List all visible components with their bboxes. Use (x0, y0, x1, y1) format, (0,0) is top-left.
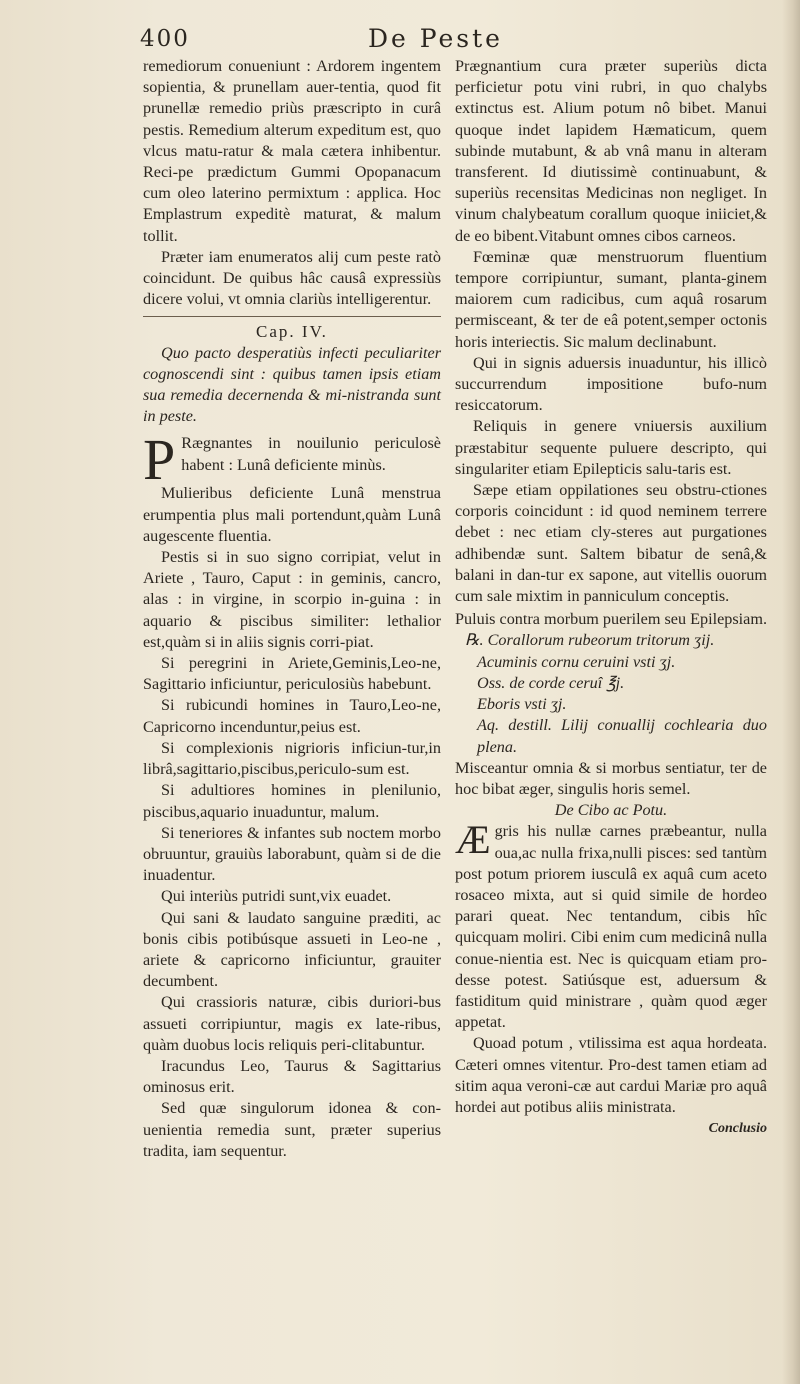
left-column (143, 56, 441, 1162)
paragraph: Misceantur omnia & si morbus sentiatur, ter de hoc bibat æger, singulis horis semel. (455, 758, 767, 798)
chapter-subtitle: Quo pacto desperatiùs infecti peculiariter cognoscendi sint : quibus tamen ipsis etiam sua remedia decernenda & mi-nistranda sunt in peste. (143, 343, 441, 426)
recipe-title: Puluis contra morbum puerilem seu Epilepsiam. (455, 610, 768, 629)
section-opening (455, 817, 767, 1033)
recipe-line: Oss. de corde ceruî ℥j. (477, 673, 625, 692)
drop-cap: Æ (455, 817, 491, 863)
recipe-line: Acuminis cornu ceruini vsti ʒj. (477, 652, 676, 671)
recipe-line: Eboris vsti ʒj. (477, 695, 567, 714)
paragraph: Si teneriores & infantes sub noctem morbo obruuntur, grauiùs laborabunt, quàm si de die inuadentur. (143, 823, 441, 885)
running-title: De Peste (368, 24, 503, 53)
chapter-rule (143, 316, 441, 317)
paragraph: gris his nullæ carnes præbeantur, nulla oua,ac nulla frixa,nulli pisces: sed tantùm post potum priorem iusculâ ex aquâ cum aceto rosaceo mixta, aut si quid simile de hordeo parari queat. Nec tentandum, cibis hîc quicquam moliri. Cibi enim cum medicinâ nulla conue-nientia est. Nec is quicquam etiam pro-desse potest. Satiúsque est, aduersum & fastiditum quid ministrare , quàm quod æger appetat. (455, 822, 767, 1032)
paragraph: Quoad potum , vtilissima est aqua hordeata. Cæteri omnes vitentur. Pro-dest tamen etiam ad sitim aqua veroni-cæ aut cardui Mariæ pro aquâ hordei aut potibus aliis ministrata. (455, 1034, 767, 1116)
running-header (140, 24, 780, 54)
page-edge-shadow (782, 0, 800, 1384)
chapter-title: Cap. IV. (256, 322, 328, 342)
paragraph: remediorum conueniunt : Ardorem ingentem sopientia, & prunellam auer-tentia, quod fit prunellæ remedio priùs præscripto in curâ pestis. Remedium alterum expeditum est, quo vlcus matu-ratur & mala cætera inhibentur. Reci-pe prædictum Gummi Opopanacum cum oleo laterino permixtum : applica. Hoc Emplastrum expeditè maturat, & malum tollit. (143, 57, 441, 245)
paragraph: Rægnantes in nouilunio periculosè habent : Lunâ deficiente minùs. (181, 434, 441, 474)
paragraph: Qui interiùs putridi sunt,vix euadet. (161, 887, 392, 906)
catchword: Conclusio (708, 1121, 767, 1137)
paragraph: Pestis si in suo signo corripiat, velut in Ariete , Tauro, Caput : in geminis, cancro, alas : in virgine, in scorpio in-guina : in aquario & piscibus similiter: lethalior est,quàm si in aliis signis corri-piat. (143, 548, 441, 651)
paragraph: Mulieribus deficiente Lunâ menstrua erumpentia plus mali portendunt,quàm Lunâ augescente fluentia. (143, 484, 441, 545)
paragraph: Si rubicundi homines in Tauro,Leo-ne, Capricorno incenduntur,peius est. (143, 696, 441, 736)
section-title: De Cibo ac Potu. (554, 801, 668, 820)
paragraph: Fœminæ quæ menstruorum fluentium tempore corripiuntur, sumant, planta-ginem maiorem cum radicibus, cum aquâ rosarum permisceant, & ter de eâ potent,semper octonis horis interiectis. Sic malum declinabunt. (455, 247, 767, 351)
recipe-line: ℞. Corallorum rubeorum tritorum ʒij. (465, 631, 715, 650)
paragraph: Si adultiores homines in plenilunio, piscibus,aquario inuaduntur, malum. (143, 781, 441, 821)
drop-cap: P (143, 427, 176, 493)
paragraph: Reliquis in genere vniuersis auxilium præstabitur sequente puluere descripto, qui singulariter etiam Epilepticis salu-taris est. (455, 417, 767, 478)
paragraph: Si complexionis nigrioris inficiun-tur,in librâ,sagittario,piscibus,periculo-sum est. (143, 738, 441, 779)
recipe-block (455, 630, 767, 757)
paragraph: Prægnantium cura præter superiùs dicta perficietur potu vini rubri, in quo chalybs extinctus est. Alium potum nô bibet. Manui quoque indet lapidem Hæmaticum, quem subinde mutabunt, & ab vnâ manu in alteram transferent. Id diutissimè continuabunt, & superiùs recensitas Medicinas non negliget. In vinum chalybeatum corallum quoque iniiciet,& de eo bibent.Vitabunt omnes cibos carneos. (455, 57, 767, 245)
paragraph: Sæpe etiam oppilationes seu obstru-ctiones corporis coincidunt : id quod neminem terrere debet : nec etiam cly-steres aut purgationes adhibendæ sunt. Saltem bibatur de senâ,& balani in dan-tur ex sapone, aut vitellis ouorum cum sale mixtim in panniculum conceptis. (455, 481, 767, 606)
paragraph: Sed quæ singulorum idonea & con-uenientia remedia sunt, præter superius tradita, iam sequentur. (143, 1099, 441, 1160)
page-number: 400 (140, 26, 190, 52)
paragraph: Si peregrini in Ariete,Geminis,Leo-ne, Sagittario inficiuntur, periculosiùs habebunt. (143, 654, 441, 694)
right-column (455, 56, 767, 1139)
paragraph: Qui in signis aduersis inuaduntur, his illicò succurrendum impositione bufo-num resiccatorum. (455, 353, 767, 415)
paragraph: Qui sani & laudato sanguine præditi, ac bonis cibis potibúsque assueti in Leo-ne , ariete & capricorno inficiuntur, grauiter decumbent. (143, 908, 441, 991)
paragraph: Qui crassioris naturæ, cibis duriori-bus assueti corripiuntur, magis ex late-ribus, quàm duobus locis reliquis peri-clitabuntur. (143, 993, 441, 1054)
paragraph: Iracundus Leo, Taurus & Sagittarius ominosus erit. (143, 1056, 441, 1097)
paragraph: Præter iam enumeratos alij cum peste ratò coincidunt. De quibus hâc causâ expressiùs dicere volui, vt omnia clariùs intelligerentur. (143, 247, 441, 309)
chapter-opening (143, 427, 441, 493)
recipe-line: Aq. destill. Lilij conuallij cochlearia duo plena. (477, 716, 767, 756)
